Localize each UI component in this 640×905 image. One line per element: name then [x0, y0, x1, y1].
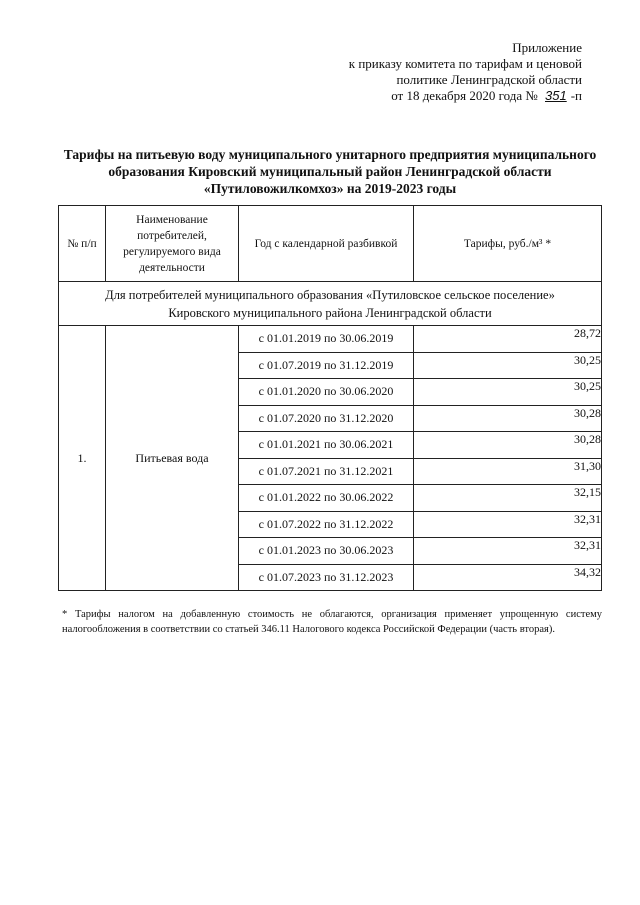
group-line-2: Кировского муниципального района Ленинградской области: [168, 305, 492, 320]
tariff-table: [58, 205, 602, 591]
period-cell: с 01.07.2022 по 31.12.2022: [239, 511, 414, 538]
tariff-value-cell: 32,15: [414, 485, 602, 512]
title-line-1: Тарифы на питьевую воду муниципального унитарного предприятия муниципального: [63, 147, 597, 162]
tariff-value-cell: 30,25: [414, 352, 602, 379]
title-line-3: «Путиловожилкомхоз» на 2019-2023 годы: [203, 181, 457, 196]
period-cell: с 01.07.2020 по 31.12.2020: [239, 405, 414, 432]
title-line-2: образования Кировский муниципальный район Ленинградской области: [108, 164, 552, 179]
table-header-row: [59, 206, 602, 282]
period-cell: с 01.01.2019 по 30.06.2019: [239, 326, 414, 353]
item-name: Питьевая вода: [106, 326, 239, 591]
tariff-value-cell: 30,28: [414, 432, 602, 459]
order-number: 351: [545, 88, 567, 103]
appendix-date-line: [282, 88, 582, 104]
period-cell: с 01.01.2021 по 30.06.2021: [239, 432, 414, 459]
header-period: Год с календарной разбивкой: [239, 206, 414, 282]
tariff-value-cell: 34,32: [414, 564, 602, 591]
period-cell: с 01.07.2021 по 31.12.2021: [239, 458, 414, 485]
footnote: * Тарифы налогом на добавленную стоимость не облагаются, организация применяет упрощенную систему налогообложения в соответствии со статьей 346.11 Налогового кодекса Российской Федерации (часть вторая).: [62, 609, 602, 635]
tariff-value-cell: 30,25: [414, 379, 602, 406]
appendix-committee: политике Ленинградской области: [396, 72, 582, 87]
appendix-block: [282, 40, 582, 104]
document-title: [60, 146, 600, 197]
header-name: Наименование потребителей, регулируемого вида деятельности: [106, 206, 239, 282]
group-line-1: Для потребителей муниципального образования «Путиловское сельское поселение»: [105, 287, 555, 302]
tariff-value-cell: 28,72: [414, 326, 602, 353]
period-cell: с 01.01.2023 по 30.06.2023: [239, 538, 414, 565]
header-tariff: Тарифы, руб./м³ *: [414, 206, 602, 282]
group-cell: [59, 282, 602, 326]
group-row: [59, 282, 602, 326]
tariff-value-cell: 32,31: [414, 538, 602, 565]
period-cell: с 01.01.2022 по 30.06.2022: [239, 485, 414, 512]
table-row: [59, 326, 602, 353]
header-num: № п/п: [59, 206, 106, 282]
appendix-order-ref: к приказу комитета по тарифам и ценовой: [348, 56, 582, 71]
tariff-value-cell: 32,31: [414, 511, 602, 538]
tariff-value-cell: 30,28: [414, 405, 602, 432]
tariff-value-cell: 31,30: [414, 458, 602, 485]
appendix-date-suffix: -п: [570, 88, 582, 103]
appendix-label: Приложение: [512, 40, 582, 55]
period-cell: с 01.07.2023 по 31.12.2023: [239, 564, 414, 591]
item-number: 1.: [59, 326, 106, 591]
appendix-date-prefix: от 18 декабря 2020 года №: [391, 88, 538, 103]
period-cell: с 01.07.2019 по 31.12.2019: [239, 352, 414, 379]
period-cell: с 01.01.2020 по 30.06.2020: [239, 379, 414, 406]
